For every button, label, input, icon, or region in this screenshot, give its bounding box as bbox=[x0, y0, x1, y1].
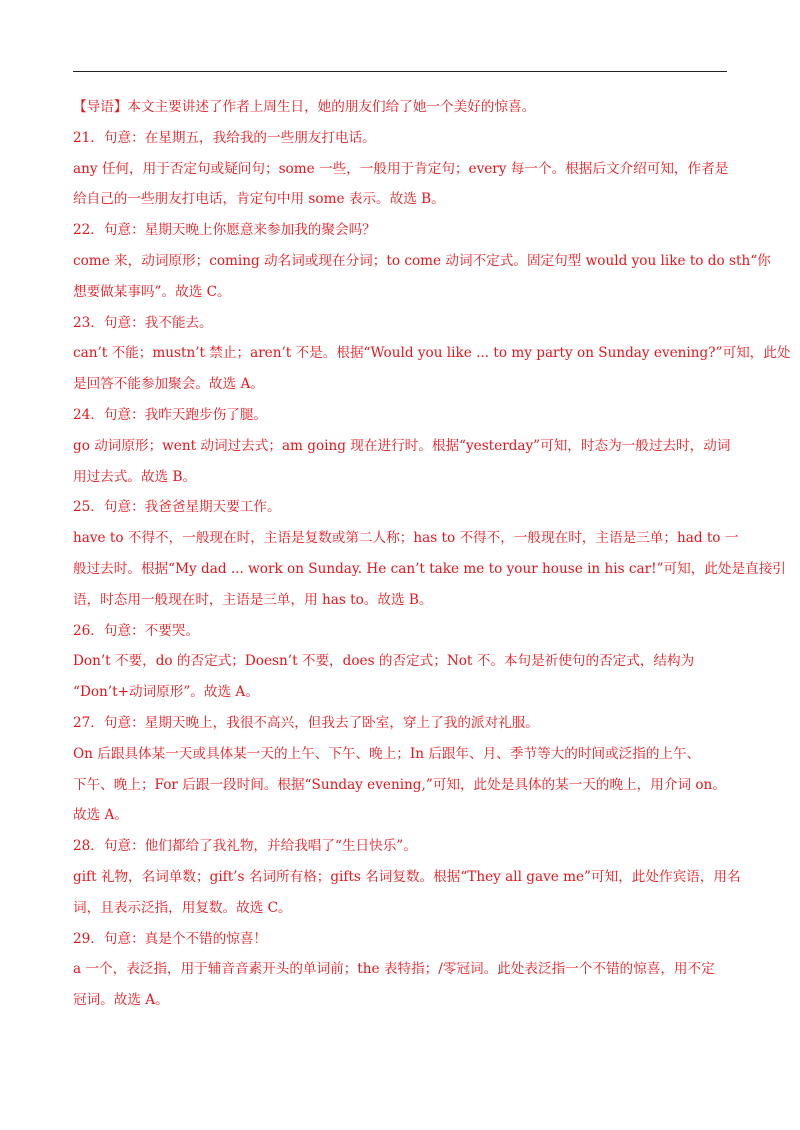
q29-explanation: a 一个，表泛指，用于辅音音素开头的单词前；the 表特指；/零冠词。此处表泛指一个不错的惊喜，用不定 bbox=[73, 961, 715, 978]
q29-meaning: 29．句意：真是个不错的惊喜！ bbox=[73, 930, 268, 947]
q23-explanation: can’t 不能；mustn’t 禁止；aren’t 不是。根据“Would you like ... to my party on Sunday evening?”可知，此处 bbox=[73, 345, 791, 362]
q26-explanation: Don’t 不要，do 的否定式；Doesn’t 不要，does 的否定式；Not 不。本句是祈使句的否定式，结构为 bbox=[73, 653, 695, 670]
q23-meaning: 23．句意：我不能去。 bbox=[73, 314, 213, 331]
q24-explanation: 用过去式。故选 B。 bbox=[73, 468, 197, 485]
q22-explanation: 想要做某事吗”。故选 C。 bbox=[73, 283, 231, 300]
q27-meaning: 27．句意：星期天晚上，我很不高兴，但我去了卧室，穿上了我的派对礼服。 bbox=[73, 714, 539, 731]
intro-line: 【导语】本文主要讲述了作者上周生日，她的朋友们给了她一个美好的惊喜。 bbox=[73, 99, 536, 115]
explanation-text bbox=[73, 92, 791, 1016]
q25-explanation: have to 不得不，一般现在时，主语是复数或第二人称；has to 不得不，一般现在时，主语是三单；had to 一 bbox=[73, 530, 739, 547]
q22-meaning: 22．句意：星期天晚上你愿意来参加我的聚会吗？ bbox=[73, 222, 376, 239]
q26-explanation: “Don’t+动词原形”。故选 A。 bbox=[73, 684, 259, 701]
q28-explanation: gift 礼物，名词单数；gift’s 名词所有格；gifts 名词复数。根据“They all gave me”可知，此处作宾语，用名 bbox=[73, 868, 741, 885]
q21-explanation: 给自己的一些朋友打电话，肯定句中用 some 表示。故选 B。 bbox=[73, 191, 445, 208]
q26-meaning: 26．句意：不要哭。 bbox=[73, 622, 200, 639]
header-rule bbox=[73, 71, 727, 72]
q22-explanation: come 来，动词原形；coming 动名词或现在分词；to come 动词不定式。固定句型 would you like to do sth“你 bbox=[73, 252, 771, 269]
q27-explanation: On 后跟具体某一天或具体某一天的上午、下午、晚上；In 后跟年、月、季节等大的时间或泛指的上午、 bbox=[73, 745, 701, 762]
q25-explanation: 语，时态用一般现在时，主语是三单，用 has to。故选 B。 bbox=[73, 591, 433, 608]
q25-explanation: 般过去时。根据“My dad ... work on Sunday. He can’t take me to your house in his car!”可知，此处是直接引 bbox=[73, 560, 786, 577]
q27-explanation: 下午、晚上；For 后跟一段时间。根据“Sunday evening,”可知，此处是具体的某一天的晚上，用介词 on。 bbox=[73, 776, 726, 793]
q28-explanation: 词，且表示泛指，用复数。故选 C。 bbox=[73, 899, 292, 916]
q21-meaning: 21．句意：在星期五，我给我的一些朋友打电话。 bbox=[73, 129, 376, 146]
q24-meaning: 24．句意：我昨天跑步伤了腿。 bbox=[73, 406, 268, 423]
q27-explanation: 故选 A。 bbox=[73, 807, 128, 824]
q28-meaning: 28．句意：他们都给了我礼物，并给我唱了“生日快乐”。 bbox=[73, 838, 417, 855]
q24-explanation: go 动词原形；went 动词过去式；am going 现在进行时。根据“yesterday”可知，时态为一般过去时，动词 bbox=[73, 437, 731, 454]
q25-meaning: 25．句意：我爸爸星期天要工作。 bbox=[73, 499, 281, 516]
q21-explanation: any 任何，用于否定句或疑问句；some 一些，一般用于肯定句；every 每一个。根据后文介绍可知，作者是 bbox=[73, 160, 729, 177]
q23-explanation: 是回答不能参加聚会。故选 A。 bbox=[73, 376, 264, 393]
q29-explanation: 冠词。故选 A。 bbox=[73, 992, 169, 1009]
